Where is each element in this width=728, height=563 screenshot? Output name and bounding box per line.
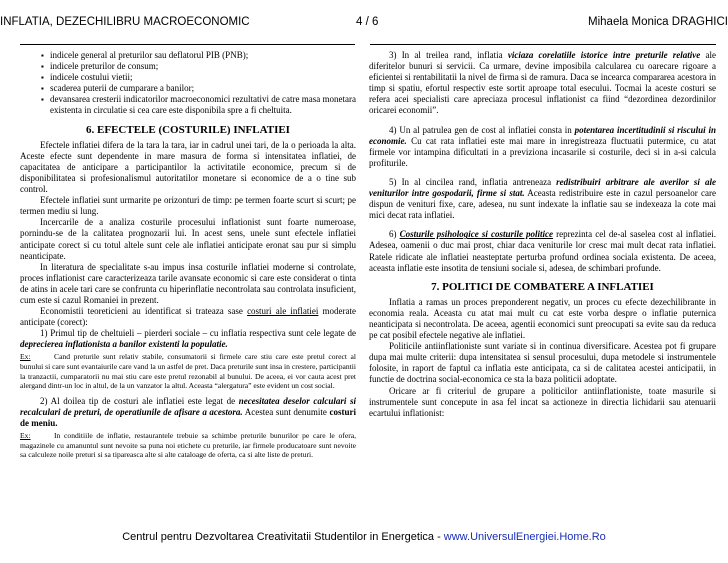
text-run: ale diferitelor bunuri si servicii. Ca urmare, devine imposibila calcularea cu oarecare rigoare a eficientei si rentabilitatii la nivel de firma si de ramura. Daca se incearca compararea acestora in timp si spatiu, efortul respectiv este sortit aproape total esecului. Tocmai la aceste costuri se refera acei specialisti care apreciaza procesul inflationist ca fiind “dezordinea dezordinilor oricarei economii”. bbox=[369, 50, 716, 116]
paragraph: Efectele inflatiei sunt urmarite pe orizonturi de timp: pe termen foarte scurt si scurt; pe termen mediu si lung. bbox=[20, 195, 356, 217]
paragraph: Inflatia a ramas un proces preponderent negativ, un proces cu efecte dezechilibrante in economia reala. Aceasta cu atat mai mult cu cat este vorba despre o inflatie puternica neanticipata si necontrolata. De aceea, agentii economici sunt preocupati sa evite sau da reduca pe cat posibil efectele negative ale inflatiei. bbox=[369, 296, 716, 341]
text-run: Cu cat rata inflatiei este mai mare in inregistreaza fluctuatii putermice, cu atat firmele vor intampina dificultati in a previziona incasarile si costurile, deci si in a-si calcula profiturile. bbox=[369, 135, 716, 168]
footer-link[interactable]: www.UniversulEnergiei.Home.Ro bbox=[443, 531, 606, 543]
paragraph bbox=[369, 229, 716, 273]
text-run: Aceasta redistribuire este in cazul persoanelor care dispun de venituri fixe, care, adesea, nu sunt indexate la inflatie sau se indexeaza la cote mai mici decat rata inflatiei. bbox=[369, 188, 716, 221]
emphasis-term: redistribuiri arbitrare ale averilor si ale veniturilor intre gospodarii, firme si stat. bbox=[369, 176, 716, 199]
paragraph bbox=[369, 125, 716, 169]
emphasis-term: potentarea incertitudinii si riscului in economie. bbox=[369, 124, 716, 146]
example-label: Ex: bbox=[20, 431, 31, 441]
example-text: In conditiile de inflatie, restaurantele trebuie sa schimbe preturile bunurilor pe care le ofera, magazinele cu amanuntul sunt nevoite sa puna noi etichete cu preturile, iar firmele producatoare sunt nevoite sa calculeze noile preturi si sa tipareasca alte si alte cataloage de oferta, ca si alte liste de preturi. bbox=[20, 431, 356, 460]
paragraph: In literatura de specialitate s-au impus insa costurile inflatiei moderne si controlate, proces inflationist care caracterizeaza tarile avansate economic si care este considerat o tinta de atins in acele tari care se confrunta cu hiperinflatie necontrolata sau controlata insuficient, cum este si cazul Romaniei in prezent. bbox=[20, 261, 356, 305]
text-run: 1) Primul tip de cheltuieli – pierderi sociale – cu inflatia respectiva sunt cele legate de bbox=[40, 328, 356, 339]
paragraph bbox=[369, 177, 716, 221]
emphasis-term: viciaza corelatiile istorice intre preturile relative bbox=[507, 50, 701, 60]
indicator-list bbox=[42, 50, 356, 117]
section-heading-7: 7. POLITICI DE COMBATERE A INFLATIEI bbox=[431, 280, 654, 293]
right-column bbox=[369, 50, 716, 528]
paragraph bbox=[369, 50, 716, 117]
paragraph: Oricare ar fi criteriul de grupare a politicilor antiinflationiste, toate masurile si instrumentele sunt concepute in asa fel incat sa actioneze in directia lichidarii sau atenuarii ecartului inflationist: bbox=[369, 385, 716, 418]
header-title: INFLATIA, DEZECHILIBRU MACROECONOMIC bbox=[0, 16, 250, 28]
text-run: moderate anticipate (corect): bbox=[20, 306, 356, 328]
example-block bbox=[20, 352, 356, 390]
underlined-term: costuri ale inflatiei bbox=[247, 306, 319, 317]
emphasis-term: deprecierea inflationista a banilor existenti la populatie. bbox=[20, 339, 228, 350]
list-item: ▪ indicele general al preturilor sau deflatorul PIB (PNB); bbox=[42, 50, 356, 61]
paragraph: Politicile antiinflationiste sunt variate si in continua diversificare. Acestea pot fi grupare dupa mai multe criterii: dupa intensitatea si sensul procesului, dupa metodele si instrumentele folosite, in raport de faptul ca inflatia este anticipata, ca si de calitatea acestei anticipatii, in functie de doctrina social-economica ce sta la baza politicii adoptate. bbox=[369, 341, 716, 385]
text-run: 6) bbox=[389, 229, 400, 240]
text-run: 3) In al treilea rand, inflatia bbox=[389, 50, 508, 60]
emphasis-term: Costurile psihologice si costurile politice bbox=[399, 229, 554, 240]
text-run: Economistii teoreticieni au identificat si trateaza sase bbox=[40, 306, 248, 317]
paragraph bbox=[20, 328, 356, 350]
page-number: 4 / 6 bbox=[356, 16, 379, 28]
page-footer bbox=[0, 531, 728, 543]
left-column bbox=[20, 50, 356, 528]
spacer bbox=[369, 117, 716, 125]
paragraph: Incercarile de a analiza costurile procesului inflationist sunt foarte numeroase, pornindu-se de la calitatea prognozarii lui. In acest sens, unele sunt efectele inflatiei anticipate corect si cu totul altele sunt cele ale inflatiei anticipate eronat sau pur si simplu neanticipate. bbox=[20, 217, 356, 261]
text-run: 5) In al cincilea rand, inflatia antreneaza bbox=[389, 176, 557, 187]
list-item: ▪ scaderea puterii de cumparare a banilor; bbox=[42, 83, 356, 94]
section-heading-6: 6. EFECTELE (COSTURILE) INFLATIEI bbox=[86, 123, 290, 136]
list-item: ▪ devansarea cresterii indicatorilor macroeconomici rezultativi de catre masa monetara existenta in circulatie si cea care este disponibila spre a fi cheltuita. bbox=[42, 94, 356, 116]
left-header-rule bbox=[20, 44, 355, 45]
text-run: 4) Un al patrulea gen de cost al inflatiei consta in bbox=[389, 124, 575, 135]
text-run: Acestea sunt denumite bbox=[242, 406, 330, 417]
spacer bbox=[369, 169, 716, 177]
example-block bbox=[20, 431, 356, 460]
bold-term: costuri de meniu. bbox=[20, 406, 356, 428]
paragraph: Efectele inflatiei difera de la tara la tara, iar in cadrul unei tari, de la o perioada la alta. Aceste efecte sunt dependente in mare masura de forma si intensitatea inflatiei, de capacitatea de anticipare a participantilor la activitatile economice, precum si de disponibilitatea si profesionalismul autoritatilor monetare si economice de a o tine sub control. bbox=[20, 139, 356, 195]
text-run: 2) Al doilea tip de costuri ale inflatiei este legat de bbox=[40, 395, 239, 406]
right-header-rule bbox=[370, 44, 716, 45]
paragraph bbox=[20, 396, 356, 429]
emphasis-term: necesitatea deselor calculari si recalculari de preturi, de operatiunile de afisare a acestora. bbox=[20, 395, 356, 417]
page-header bbox=[0, 0, 728, 32]
text-run: reprezinta cel de-al saselea cost al inflatiei. Adesea, oamenii o duc mai prost, chiar daca veniturile lor cresc mai mult decat rata inflatiei. Ratele ridicate ale inflatiei neasteptate perturba profund ordinea sociala existenta. De aceea, aceasta inflatie este insotita de tensiuni sociale si, adesea, de schimbari profunde. bbox=[369, 229, 716, 273]
spacer bbox=[369, 221, 716, 229]
paragraph bbox=[20, 306, 356, 328]
example-label: Ex: bbox=[20, 352, 31, 362]
list-item: ▪ indicele preturilor de consum; bbox=[42, 61, 356, 72]
footer-text: Centrul pentru Dezvoltarea Creativitatii Studentilor in Energetica - bbox=[122, 531, 444, 543]
list-item: ▪ indicele costului vietii; bbox=[42, 72, 356, 83]
example-text: Cand preturile sunt relativ stabile, consumatorii si firmele care stiu care este pretul corect al bunului si care sunt evantaiurile care vand la un astfel de pret. Daca preturile sunt insa in crestere, participantii la tranzactii, cumparatorii nu mai stiu care este pretul rezonabil al bunului. De aceea, ei vor cauta acest pret alergand dintr-un loc in altul, de la un vanzator la altul. Aceasta “alergatura” este evident un cost social. bbox=[20, 352, 356, 391]
header-author: Mihaela Monica DRAGHICI bbox=[588, 16, 728, 28]
